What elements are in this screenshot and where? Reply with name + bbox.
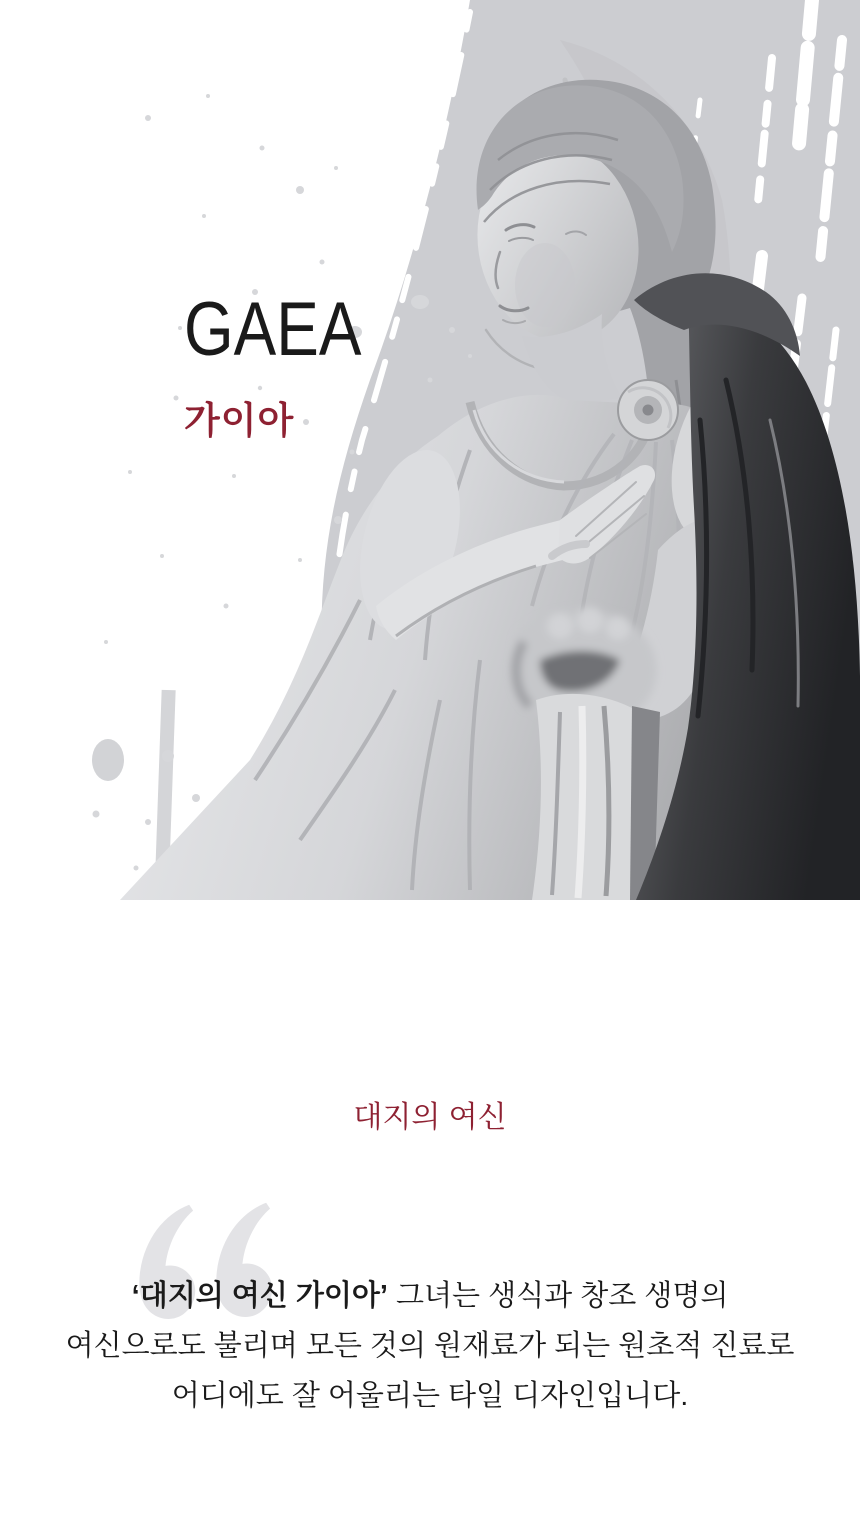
description-line-1 (30, 1271, 830, 1321)
description-line-1-rest: 그녀는 생식과 창조 생명의 (387, 1280, 729, 1312)
page-subtitle: 가이아 (184, 400, 295, 441)
page-title: GAEA (184, 287, 362, 372)
description-line-2: 여신으로도 불리며 모든 것의 원재료가 되는 원초적 진료로 (65, 1330, 795, 1362)
description-paragraph (30, 1271, 830, 1421)
hero-text-block (184, 287, 395, 444)
description-line-3: 어디에도 잘 어울리는 타일 디자인입니다. (171, 1380, 689, 1412)
brooch (618, 380, 678, 440)
description-line-1-emphasis: ‘대지의 여신 가이아’ (131, 1280, 388, 1312)
section-heading: 대지의 여신 (353, 1101, 507, 1134)
